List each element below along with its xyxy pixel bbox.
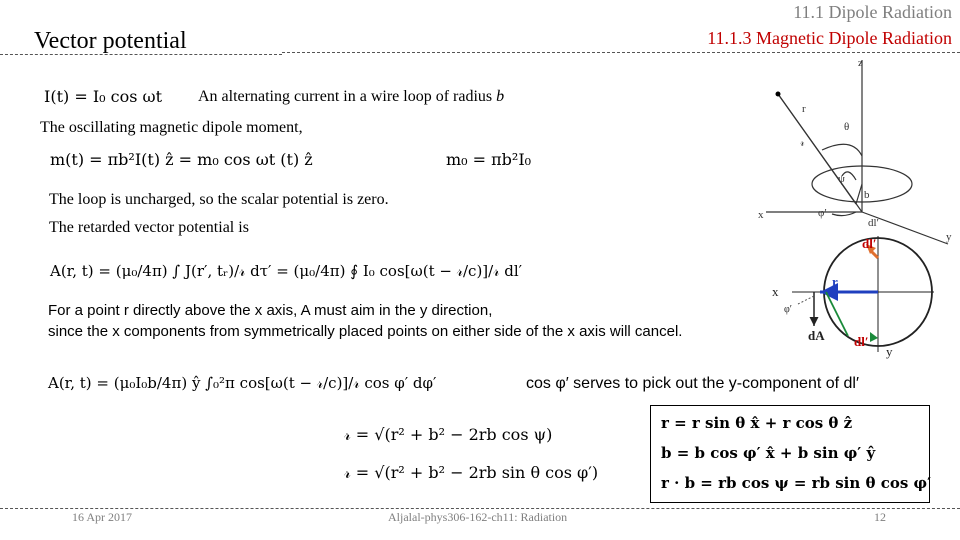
theta-arc — [822, 144, 862, 156]
footer-page-number: 12 — [874, 510, 886, 524]
label-x: x — [758, 209, 764, 221]
script-r-equation-1: 𝓇 = √(r² + b² − 2rb cos ψ) — [344, 425, 553, 444]
r-vector-relation: r = r sin θ x̂ + r cos θ ẑ — [661, 414, 853, 432]
footer-course: Aljalal-phys306-162-ch11: Radiation — [388, 510, 568, 524]
cos-phi-note: cos φ′ serves to pick out the y-component of dl′ — [526, 375, 859, 392]
label-dA: dA — [808, 328, 825, 343]
label-r: r — [802, 103, 806, 115]
moment-label: The oscillating magnetic dipole moment, — [40, 119, 303, 136]
field-point-dot — [776, 92, 781, 97]
b-vector-line — [856, 184, 862, 204]
label-b: b — [864, 189, 870, 201]
point-explanation-1: For a point r directly above the x axis, A must aim in the y direction, — [48, 302, 493, 319]
dot-product-relation: r · b = rb cos ψ = rb sin θ cos φ′ — [661, 474, 932, 492]
footer-date: 16 Apr 2017 — [72, 510, 132, 524]
label-dl: dl′ — [868, 217, 879, 229]
label-phi-prime: φ′ — [784, 304, 792, 315]
page-title: Vector potential — [34, 28, 187, 54]
phi-indicator — [798, 296, 814, 304]
label-script-r: 𝓇 — [800, 137, 805, 149]
label-y-axis: y — [886, 344, 893, 359]
label-top-dl: dl′ — [862, 236, 877, 251]
script-r-line — [778, 94, 856, 204]
vector-potential-equation-1: A(r, t) = (μ₀/4π) ∫ J(r′, tᵣ)/𝓇 dτ′ = (μ₀/4π) ∮ I₀ cos[ω(t − 𝓇/c)]/𝓇 dl′ — [50, 262, 523, 280]
retarded-label: The retarded vector potential is — [49, 219, 249, 236]
subsection-title: 11.1.3 Magnetic Dipole Radiation — [707, 28, 952, 48]
uncharged-statement: The loop is uncharged, so the scalar potential is zero. — [49, 191, 389, 208]
loop-geometry-diagram — [752, 56, 960, 248]
label-z: z — [858, 57, 863, 69]
label-psi: ψ — [838, 173, 845, 185]
moment-equation: m(t) = πb²I(t) ẑ = m₀ cos ωt (t) ẑ — [50, 150, 313, 169]
label-bottom-dl: dl′ — [854, 334, 869, 349]
intro-line — [198, 88, 504, 106]
label-y: y — [946, 231, 952, 243]
header-divider-left — [0, 54, 282, 55]
vector-relations-box — [650, 405, 930, 503]
point-explanation-2: since the x components from symmetrically placed points on either side of the x axis will cancel. — [48, 323, 683, 340]
current-equation: I(t) = I₀ cos ωt — [44, 87, 162, 106]
vector-potential-equation-2: A(r, t) = (μ₀I₀b/4π) ŷ ∫₀²π cos[ω(t − 𝓇/c)]/𝓇 cos φ′ dφ′ — [48, 374, 437, 392]
script-r-equation-2: 𝓇 = √(r² + b² − 2rb sin θ cos φ′) — [344, 463, 599, 482]
label-theta: θ — [844, 121, 850, 133]
intro-radius-variable: b — [496, 88, 505, 105]
bottom-dl-arrowhead — [870, 332, 878, 342]
section-title: 11.1 Dipole Radiation — [793, 2, 952, 22]
b-vector-relation: b = b cos φ′ x̂ + b sin φ′ ŷ — [661, 444, 876, 462]
label-phi: φ′ — [818, 207, 827, 219]
loop-top-view-diagram — [766, 234, 944, 364]
label-r-vector: r — [832, 274, 838, 289]
intro-text: An alternating current in a wire loop of radius — [198, 88, 493, 105]
footer-divider — [0, 508, 960, 509]
header-divider-right — [282, 52, 960, 53]
m0-equation: m₀ = πb²I₀ — [446, 150, 532, 169]
label-x-axis: x — [772, 284, 779, 299]
